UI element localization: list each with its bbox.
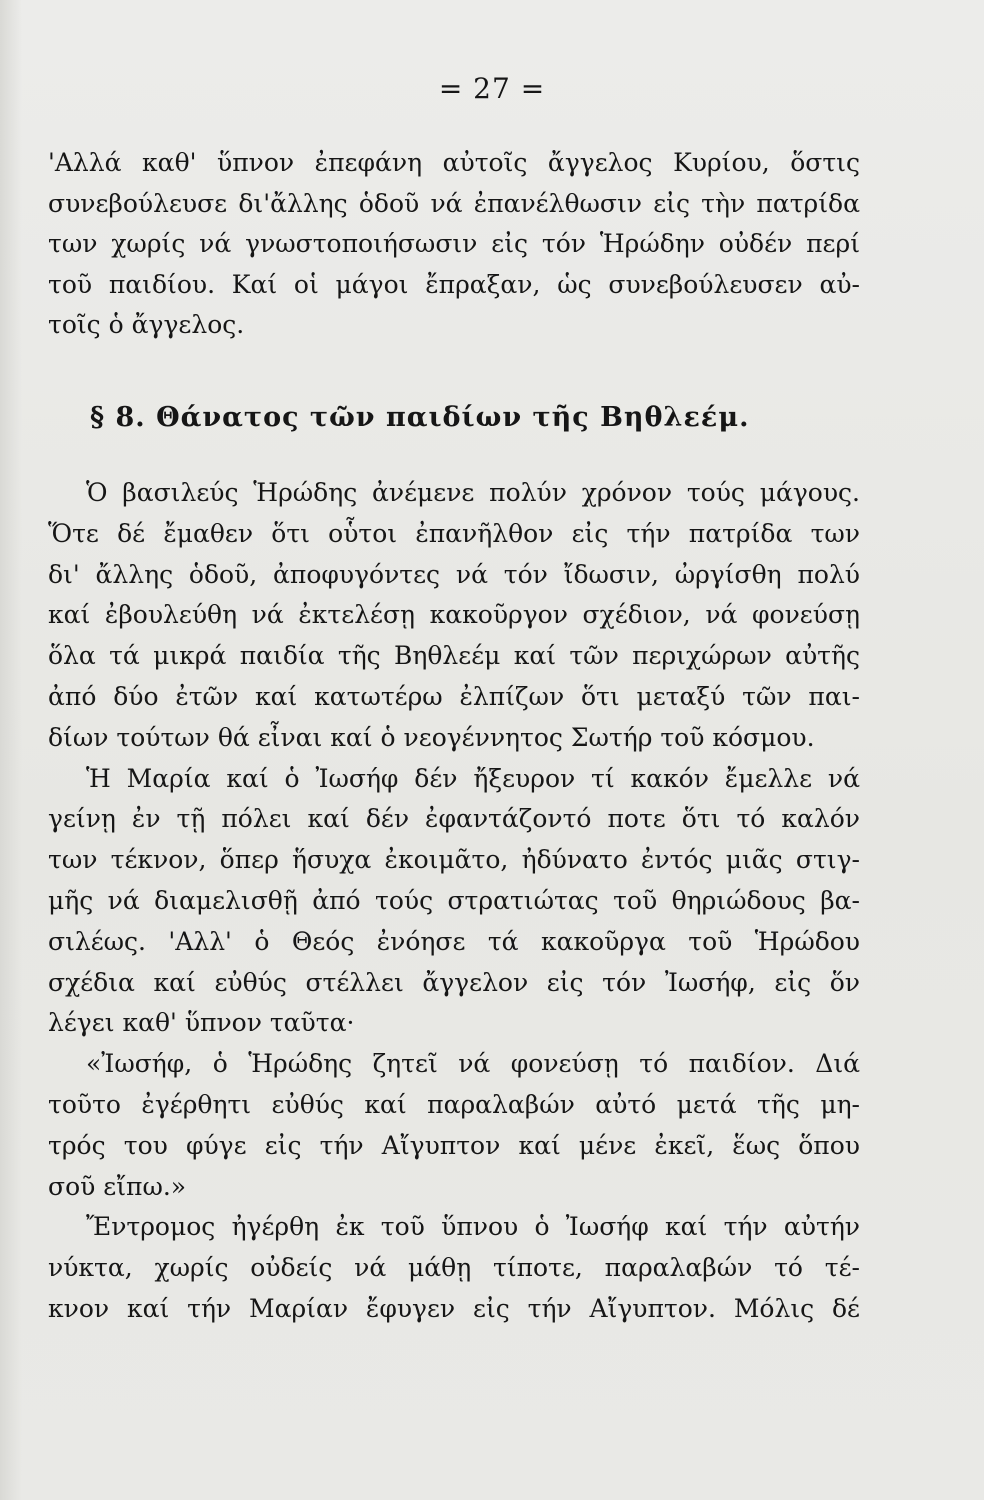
text-line: των τέκνον, ὅπερ ἥσυχα ἐκοιμᾶτο, ἠδύνατο ἐντός μιᾶς στιγ- (48, 845, 860, 875)
text-line: «Ἰωσήφ, ὁ Ἡρώδης ζητεῖ νά φονεύσῃ τό παιδίον. Διά (86, 1049, 860, 1079)
text-line: δι' ἄλλης ὁδοῦ, ἀποφυγόντες νά τόν ἴδωσιν, ὠργίσθη πολύ (48, 559, 860, 589)
text-line: τοῖς ὁ ἄγγελος. (48, 310, 245, 339)
text-line: καί ἐβουλεύθη νά ἐκτελέσῃ κακοῦργον σχέδιον, νά φονεύσῃ (48, 600, 860, 630)
text-line: γείνῃ ἐν τῇ πόλει καί δέν ἐφαντάζοντό ποτε ὅτι τό καλόν (48, 804, 860, 834)
text-line: σοῦ εἴπω.» (48, 1171, 187, 1201)
text-line: τοῦτο ἐγέρθητι εὐθύς καί παραλαβών αὐτό μετά τῆς μη- (48, 1089, 860, 1119)
text-line: Ὁ βασιλεύς Ἡρώδης ἀνέμενε πολύν χρόνον τούς μάγους. (86, 478, 860, 507)
text-line: Ὅτε δέ ἔμαθεν ὅτι οὗτοι ἐπανῆλθον εἰς τήν πατρίδα των (48, 518, 860, 548)
text-line: νύκτα, χωρίς οὐδείς νά μάθῃ τίποτε, παραλαβών τό τέ- (48, 1253, 860, 1283)
text-line: των χωρίς νά γνωστοποιήσωσιν εἰς τόν Ἡρώδην οὐδέν περί (48, 229, 860, 258)
text-line: τοῦ παιδίου. Καί οἱ μάγοι ἔπραξαν, ὡς συνεβούλευσεν αὐ- (48, 269, 860, 299)
text-line: μῆς νά διαμελισθῇ ἀπό τούς στρατιώτας τοῦ θηριώδους βα- (48, 885, 860, 915)
paragraph-2 (48, 473, 860, 1330)
section-heading: § 8. Θάνατος τῶν παιδίων τῆς Βηθλεέμ. (90, 402, 750, 433)
text-line: συνεβούλευσε δι'ἄλλης ὁδοῦ νά ἐπανέλθωσιν εἰς τὴν πατρίδα (48, 188, 860, 218)
page-edge-shadow (0, 0, 22, 1500)
text-line: κνον καί τήν Μαρίαν ἔφυγεν εἰς τήν Αἴγυπτον. Μόλις δέ (48, 1293, 860, 1323)
text-line: σιλέως. 'Αλλ' ὁ Θεός ἐνόησε τά κακοῦργα τοῦ Ἡρώδου (48, 926, 860, 956)
text-line: Ἡ Μαρία καί ὁ Ἰωσήφ δέν ἤξευρον τί κακόν ἔμελλε νά (86, 763, 860, 793)
text-line: τρός του φύγε εἰς τήν Αἴγυπτον καί μένε ἐκεῖ, ἕως ὅπου (48, 1130, 860, 1160)
paragraph-1 (48, 143, 860, 346)
page-number: = 27 = (438, 72, 546, 105)
text-line: Ἔντρομος ἠγέρθη ἐκ τοῦ ὕπνου ὁ Ἰωσήφ καί τήν αὐτήν (86, 1212, 860, 1242)
text-line: λέγει καθ' ὕπνον ταῦτα· (48, 1008, 355, 1038)
text-line: 'Αλλά καθ' ὕπνον ἐπεφάνη αὐτοῖς ἄγγελος Κυρίου, ὅστις (48, 148, 860, 177)
text-line: δίων τούτων θά εἶναι καί ὁ νεογέννητος Σωτήρ τοῦ κόσμου. (48, 722, 815, 752)
text-line: ὅλα τά μικρά παιδία τῆς Βηθλεέμ καί τῶν περιχώρων αὐτῆς (48, 641, 860, 671)
text-line: σχέδια καί εὐθύς στέλλει ἄγγελον εἰς τόν Ἰωσήφ, εἰς ὅν (48, 967, 860, 997)
text-line: ἀπό δύο ἐτῶν καί κατωτέρω ἐλπίζων ὅτι μεταξύ τῶν παι- (48, 681, 860, 711)
